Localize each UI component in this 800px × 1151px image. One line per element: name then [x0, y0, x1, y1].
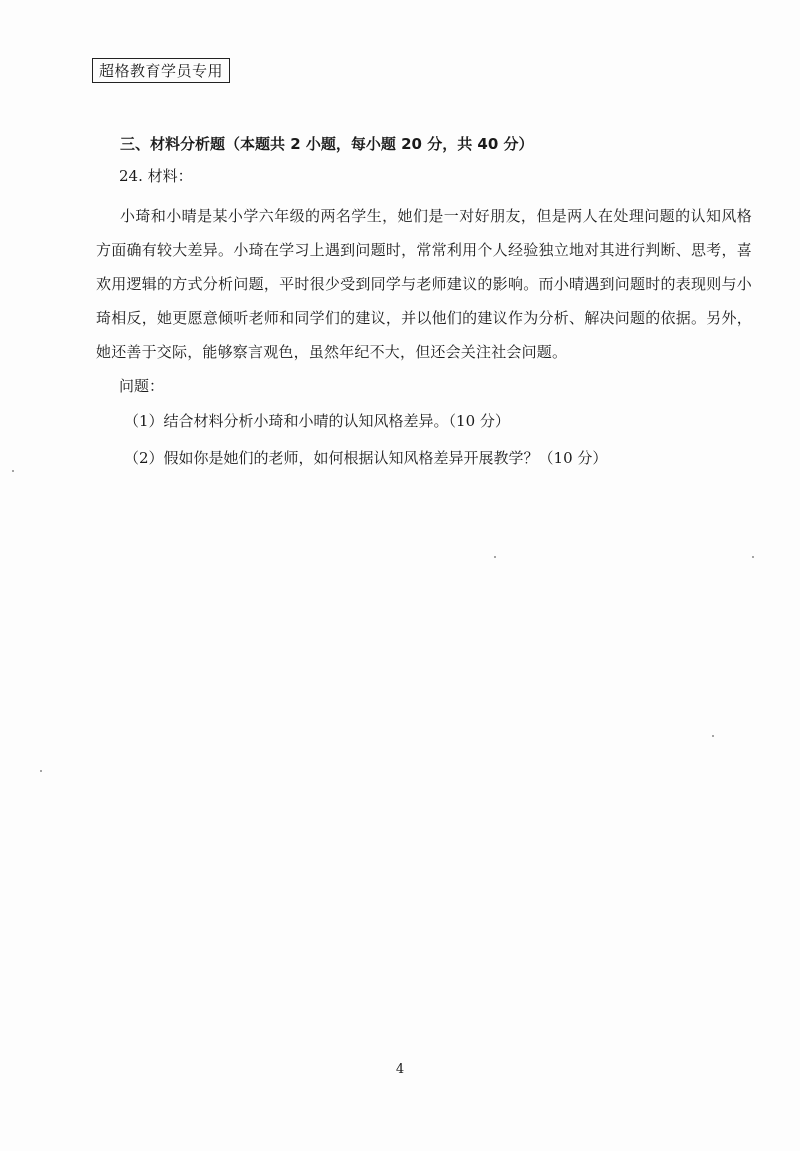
scan-speck	[712, 735, 714, 737]
watermark-stamp: 超格教育学员专用	[92, 58, 230, 83]
questions-label: 问题：	[119, 377, 165, 395]
sub-question-1: （1）结合材料分析小琦和小晴的认知风格差异。（10 分）	[124, 412, 510, 430]
material-text: 小琦和小晴是某小学六年级的两名学生，她们是一对好朋友，但是两人在处理问题的认知风格方面确有较大差异。小琦在学习上遇到问题时，常常利用个人经验独立地对其进行判断、思考，喜欢用逻辑的方式分析问题，平时很少受到同学与老师建议的影响。而小晴遇到问题时的表现则与小琦相反，她更愿意倾听老师和同学们的建议，并以他们的建议作为分析、解决问题的依据。另外，她还善于交际，能够察言观色，虽然年纪不大，但还会关注社会问题。	[96, 207, 752, 361]
section-title: 三、材料分析题（本题共 2 小题，每小题 20 分，共 40 分）	[120, 135, 534, 153]
page-number: 4	[395, 1062, 405, 1077]
scan-speck	[12, 470, 14, 472]
scan-speck	[494, 556, 496, 558]
sub-question-2: （2）假如你是她们的老师，如何根据认知风格差异开展教学？（10 分）	[124, 449, 608, 467]
question-number: 24. 材料：	[119, 167, 193, 185]
scan-speck	[752, 556, 754, 558]
scan-speck	[40, 770, 42, 772]
